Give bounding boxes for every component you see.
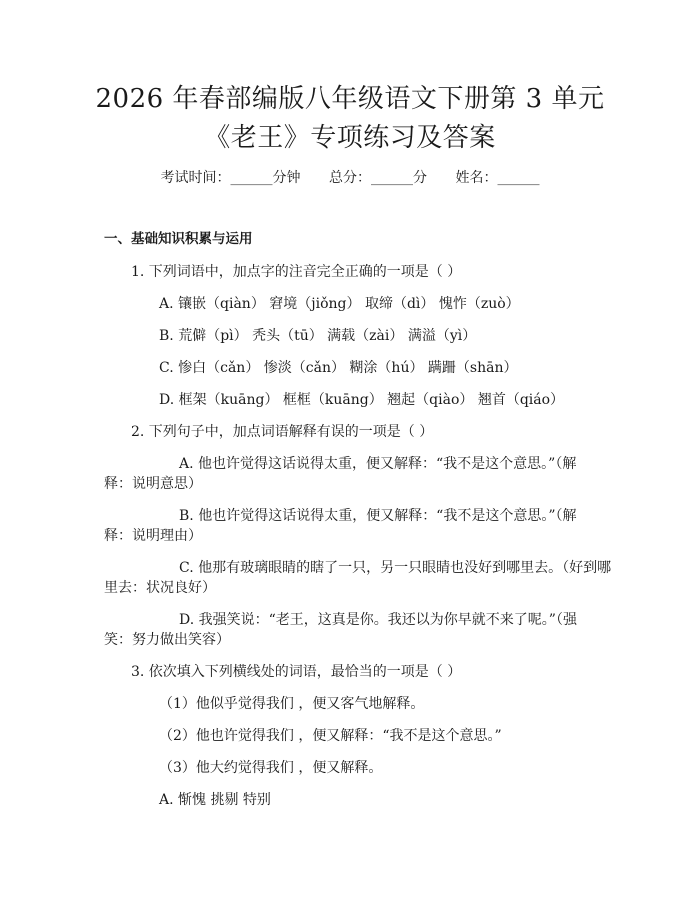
document-title-line2: 《老王》专项练习及答案 bbox=[204, 123, 496, 153]
question-1-option-c: C. 惨白（cǎn） 惨淡（cǎn） 糊涂（hú） 蹒跚（shān） bbox=[159, 360, 518, 376]
question-2-stem: 2. 下列句子中，加点词语解释有误的一项是（ ） bbox=[131, 424, 434, 440]
question-3-sentence-3: （3）他大约觉得我们 ，便又解释。 bbox=[159, 760, 383, 776]
exam-time: 考试时间：______分钟 bbox=[160, 170, 301, 186]
question-3-sentence-1: （1）他似乎觉得我们 ，便又客气地解释。 bbox=[159, 696, 425, 712]
question-2-option-d-line2: 笑：努力做出笑容） bbox=[104, 632, 230, 648]
question-2-option-b-line2: 释：说明理由） bbox=[104, 528, 202, 544]
question-1-option-b: B. 荒僻（pì） 秃头（tū） 满载（zài） 满溢（yì） bbox=[159, 328, 477, 344]
question-2-option-b-line1: B. 他也许觉得这话说得太重，便又解释：“我不是这个意思。”（解 bbox=[179, 508, 577, 524]
student-name: 姓名：______ bbox=[455, 170, 540, 186]
question-3-sentence-2: （2）他也许觉得我们 ，便又解释：“我不是这个意思。” bbox=[159, 728, 502, 744]
question-1-stem: 1. 下列词语中，加点字的注音完全正确的一项是（ ） bbox=[131, 264, 462, 280]
exam-info bbox=[0, 167, 700, 187]
question-3-option-a: A. 惭愧 挑剔 特别 bbox=[159, 792, 271, 808]
question-2-option-d-line1: D. 我强笑说：“老王，这真是你。我还以为你早就不来了呢。”（强 bbox=[179, 612, 577, 628]
section-heading: 一、基础知识积累与运用 bbox=[104, 231, 253, 247]
document-title-line1: 2026 年春部编版八年级语文下册第 3 单元 bbox=[95, 84, 605, 114]
question-2-option-a-line1: A. 他也许觉得这话说得太重，便又解释：“我不是这个意思。”（解 bbox=[179, 456, 577, 472]
question-2-option-c-line2: 里去：状况良好） bbox=[104, 580, 216, 596]
question-2-option-a-line2: 释：说明意思） bbox=[104, 476, 202, 492]
question-1-option-d: D. 框架（kuāng） 框框（kuāng） 翘起（qiào） 翘首（qiáo） bbox=[159, 392, 565, 408]
question-3-stem: 3. 依次填入下列横线处的词语，最恰当的一项是（ ） bbox=[131, 664, 462, 680]
total-score: 总分：______分 bbox=[329, 170, 427, 186]
question-1-option-a: A. 镶嵌（qiàn） 窘境（jiǒng） 取缔（dì） 愧怍（zuò） bbox=[159, 296, 520, 312]
question-2-option-c-line1: C. 他那有玻璃眼睛的瞎了一只，另一只眼睛也没好到哪里去。（好到哪 bbox=[179, 560, 612, 576]
